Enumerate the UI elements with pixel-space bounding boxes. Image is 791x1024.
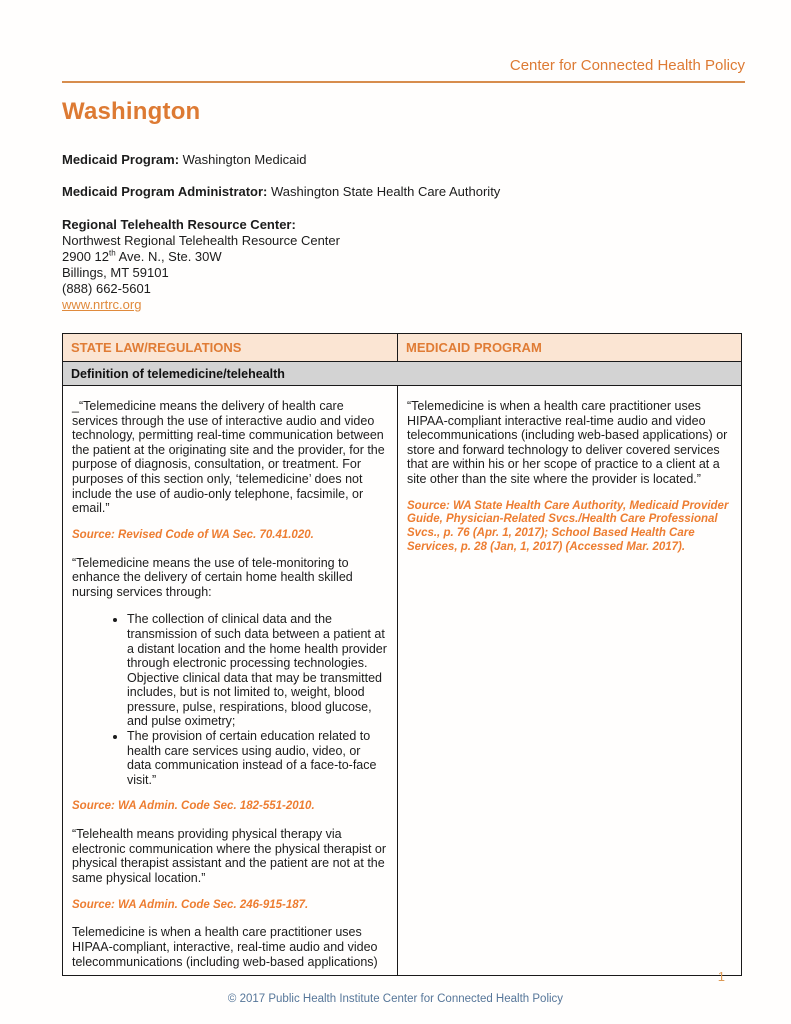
- source-citation: Source: WA Admin. Code Sec. 246-915-187.: [72, 898, 309, 911]
- bullet-list: [72, 612, 388, 787]
- administrator-line: [62, 184, 745, 199]
- section-header-row: Definition of telemedicine/telehealth: [63, 362, 741, 386]
- bullet-item: • The collection of clinical data and the transmission of such data between a patient at a distant location and the home health provider through electronic processing technologies. Objective clinical data that may be transmitted includes, but is not limited to, weight, blood pressure, pulse, respirations, blood glucose, and pulse oximetry;: [127, 612, 388, 729]
- website-link[interactable]: www.nrtrc.org: [62, 297, 142, 312]
- rtrc-city: Billings, MT 59101: [62, 265, 169, 280]
- administrator-label: Medicaid Program Administrator:: [62, 184, 268, 199]
- rtrc-block: [62, 217, 745, 313]
- header-org-name: Center for Connected Health Policy: [509, 57, 745, 74]
- rtrc-street-post: Ave. N., Ste. 30W: [115, 249, 222, 264]
- rtrc-name: Northwest Regional Telehealth Resource Center: [62, 233, 340, 248]
- source-citation: Source: Revised Code of WA Sec. 70.41.020.: [72, 528, 314, 541]
- paragraph: “Telemedicine means the use of tele-monitoring to enhance the delivery of certain home health skilled nursing services through:: [72, 555, 353, 599]
- footer-copyright: © 2017 Public Health Institute Center for Connected Health Policy: [227, 993, 564, 1005]
- source-citation: Source: WA Admin. Code Sec. 182-551-2010.: [72, 800, 315, 813]
- rtrc-street-ordinal: th: [109, 248, 116, 258]
- policy-table: [62, 333, 742, 976]
- medicaid-program-value: Washington Medicaid: [179, 152, 307, 167]
- table-body-row: [63, 386, 741, 975]
- state-law-cell: [63, 386, 398, 975]
- rtrc-phone: (888) 662-5601: [62, 281, 151, 296]
- column-header-medicaid: MEDICAID PROGRAM: [398, 334, 741, 362]
- administrator-value: Washington State Health Care Authority: [267, 184, 501, 199]
- source-citation: Source: WA State Health Care Authority, Medicaid Provider Guide, Physician-Related Svcs./Health Care Professional Svcs., p. 76 (Apr. 1, 2017); School Based Health Care Services, p. 28 (Jan, 1, 2017) (Accessed Mar. 2017).: [407, 499, 729, 553]
- paragraph: “Telemedicine is when a health care practitioner uses HIPAA-compliant interactive real-time audio and video telecommunications (including web-based applications) or store and forward technology to deliver covered services that are within his or her scope of practice to a client at a site other than the site where the provider is located.”: [407, 399, 728, 486]
- paragraph: _“Telemedicine means the delivery of health care services through the use of interactive audio and video technology, permitting real-time communication between the patient at the originating site and the provider, for the purpose of diagnosis, consultation, or treatment. For purposes of this section only, ‘telemedicine’ does not include the use of audio-only telephone, facsimile, or email.”: [72, 399, 385, 516]
- rtrc-label: Regional Telehealth Resource Center:: [62, 217, 296, 232]
- rtrc-street: [62, 249, 745, 265]
- medicaid-cell: [398, 386, 741, 975]
- page-content: [62, 0, 745, 976]
- paragraph: “Telehealth means providing physical therapy via electronic communication where the physical therapist or physical therapist assistant and the patient are not at the same physical location.”: [72, 827, 387, 886]
- header-divider: [62, 81, 745, 83]
- medicaid-program-line: [62, 152, 745, 167]
- table-header-row: [63, 334, 741, 362]
- paragraph: Telemedicine is when a health care practitioner uses HIPAA-compliant, interactive, real-time audio and video telecommunications (including web-based applications): [72, 925, 378, 969]
- page-title: Washington: [62, 98, 201, 125]
- column-header-state-law: STATE LAW/REGULATIONS: [63, 334, 398, 362]
- medicaid-program-label: Medicaid Program:: [62, 152, 180, 167]
- rtrc-street-pre: 2900 12: [62, 249, 109, 264]
- bullet-item: • The provision of certain education related to health care services using audio, video, or data communication instead of a face-to-face visit.”: [127, 729, 388, 787]
- page-number: 1: [717, 969, 725, 984]
- info-block: [62, 152, 745, 313]
